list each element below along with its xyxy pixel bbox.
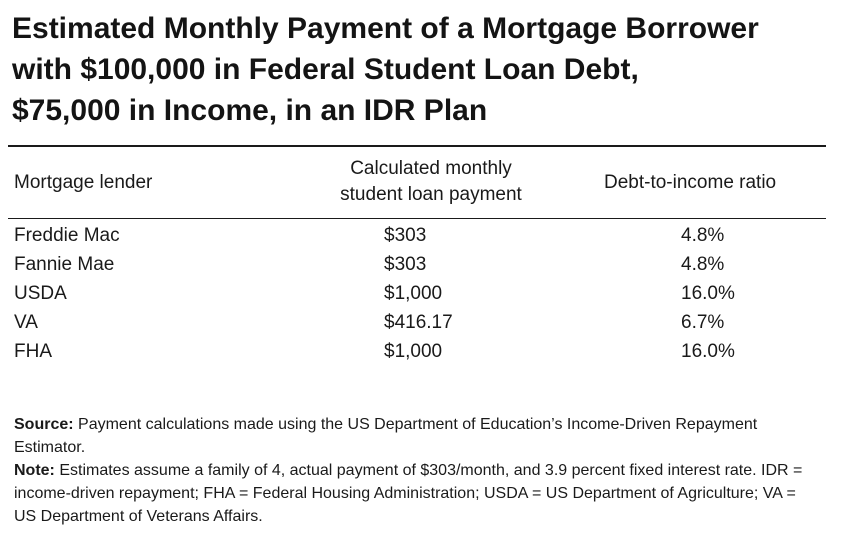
header-debt-to-income: Debt-to-income ratio [604, 172, 777, 193]
header-mortgage-lender: Mortgage lender [14, 172, 153, 193]
header-monthly-payment [300, 156, 562, 208]
page-title [12, 8, 832, 131]
source-text: Payment calculations made using the US Department of Education’s Income-Driven Repayment Estimator. [14, 416, 758, 456]
cell-dti: 4.8% [681, 225, 725, 246]
title-line-2: with $100,000 in Federal Student Loan Debt, [12, 53, 639, 86]
cell-payment: $416.17 [384, 312, 453, 333]
cell-lender: Freddie Mac [14, 225, 120, 246]
cell-lender: USDA [14, 283, 67, 304]
cell-lender: Fannie Mae [14, 254, 115, 275]
cell-payment: $303 [384, 225, 427, 246]
header-monthly-payment-line-2: student loan payment [340, 184, 522, 205]
cell-lender: FHA [14, 341, 52, 362]
cell-dti: 4.8% [681, 254, 725, 275]
note-text: Estimates assume a family of 4, actual payment of $303/month, and 3.9 percent fixed interest rate. IDR = income-driven repayment; FHA = Federal Housing Administration; USDA = US Department of Agriculture; VA = US Department of Veterans Affairs. [14, 462, 803, 525]
cell-payment: $1,000 [384, 283, 443, 304]
table-row [0, 250, 849, 279]
table-body [0, 221, 849, 366]
cell-dti: 6.7% [681, 312, 725, 333]
note-label: Note: [14, 462, 55, 479]
table-row [0, 221, 849, 250]
header-monthly-payment-line-1: Calculated monthly [350, 158, 512, 179]
methodology-note [14, 459, 814, 528]
footnotes [14, 413, 814, 528]
cell-dti: 16.0% [681, 283, 735, 304]
cell-lender: VA [14, 312, 38, 333]
cell-dti: 16.0% [681, 341, 735, 362]
cell-payment: $303 [384, 254, 427, 275]
table-header-rule [8, 218, 826, 219]
title-line-3: $75,000 in Income, in an IDR Plan [12, 94, 488, 127]
table-row [0, 337, 849, 366]
source-label: Source: [14, 416, 74, 433]
table-row [0, 308, 849, 337]
title-line-1: Estimated Monthly Payment of a Mortgage Borrower [12, 12, 759, 45]
table-row [0, 279, 849, 308]
table-top-rule [8, 145, 826, 147]
source-note [14, 413, 814, 459]
cell-payment: $1,000 [384, 341, 443, 362]
